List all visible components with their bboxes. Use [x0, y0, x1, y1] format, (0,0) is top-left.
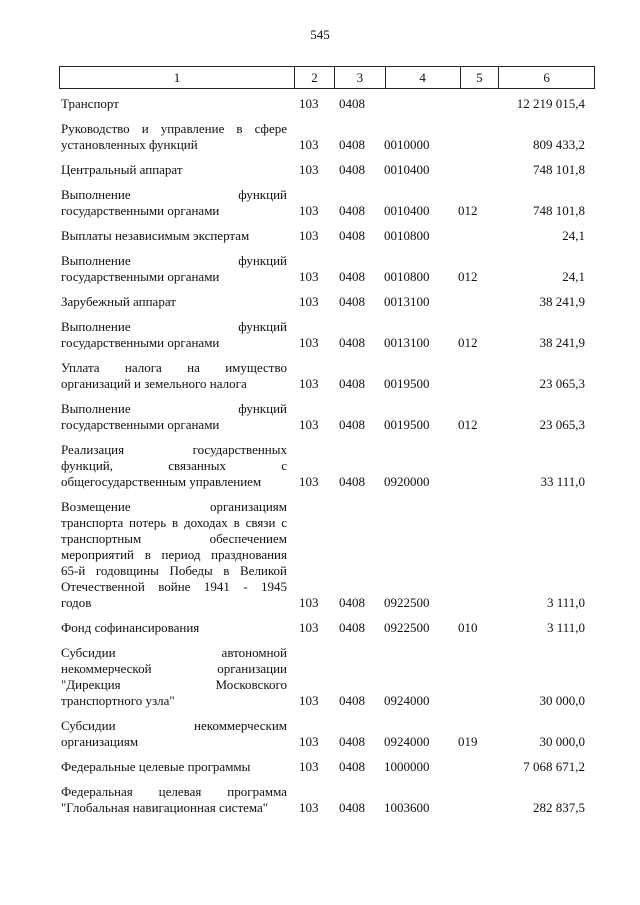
target-article-code: 0010400 — [384, 203, 430, 218]
expense-type-code: 012 — [458, 335, 478, 350]
description-line: "Дирекция Московского — [61, 677, 287, 692]
table-row — [61, 442, 591, 490]
row-description — [61, 360, 291, 392]
description-line: государственными органами — [61, 203, 220, 218]
amount: 3 111,0 — [546, 595, 585, 610]
description-line: установленных функций — [61, 137, 198, 152]
description-line: Федеральные целевые программы — [61, 759, 251, 774]
description-line: Руководство и управление в сфере — [61, 121, 287, 136]
target-article-code: 0920000 — [384, 474, 430, 489]
table-row — [61, 187, 591, 219]
subsection-code: 0408 — [339, 595, 365, 610]
subsection-code: 0408 — [339, 96, 365, 111]
amount: 3 111,0 — [546, 620, 585, 635]
section-code: 103 — [299, 759, 319, 774]
section-code: 103 — [299, 96, 319, 111]
amount: 748 101,8 — [533, 162, 585, 177]
amount: 7 068 671,2 — [523, 759, 585, 774]
target-article-code: 1003600 — [384, 800, 430, 815]
section-code: 103 — [299, 335, 319, 350]
target-article-code: 0010000 — [384, 137, 430, 152]
description-line: Отечественной войне 1941 - 1945 — [61, 579, 287, 594]
table-row — [61, 499, 591, 611]
target-article-code: 0019500 — [384, 417, 430, 432]
section-code: 103 — [299, 595, 319, 610]
description-line: Выполнение функций — [61, 319, 287, 334]
section-code: 103 — [299, 269, 319, 284]
header-col-6: 6 — [543, 70, 550, 85]
table-row — [61, 645, 591, 709]
description-line: Центральный аппарат — [61, 162, 183, 177]
target-article-code: 0013100 — [384, 335, 430, 350]
target-article-code: 0019500 — [384, 376, 430, 391]
description-line: Уплата налога на имущество — [61, 360, 287, 375]
amount: 30 000,0 — [539, 734, 585, 749]
amount: 38 241,9 — [539, 294, 585, 309]
subsection-code: 0408 — [339, 759, 365, 774]
section-code: 103 — [299, 474, 319, 489]
table-row — [61, 121, 591, 153]
table-row — [61, 96, 591, 112]
description-line: Возмещение организациям — [61, 499, 287, 514]
table-row — [61, 253, 591, 285]
description-line: Зарубежный аппарат — [61, 294, 176, 309]
description-line: годов — [61, 595, 92, 610]
description-line: транспортным обеспечением — [61, 531, 287, 546]
subsection-code: 0408 — [339, 376, 365, 391]
section-code: 103 — [299, 620, 319, 635]
subsection-code: 0408 — [339, 800, 365, 815]
subsection-code: 0408 — [339, 335, 365, 350]
description-line: общегосударственным управлением — [61, 474, 262, 489]
description-line: Транспорт — [61, 96, 119, 111]
row-description — [61, 401, 291, 433]
table-row — [61, 718, 591, 750]
section-code: 103 — [299, 137, 319, 152]
expense-type-code: 012 — [458, 269, 478, 284]
table-header — [59, 66, 595, 89]
description-line: Реализация государственных — [61, 442, 287, 457]
description-line: государственными органами — [61, 335, 220, 350]
row-description — [61, 718, 291, 750]
amount: 23 065,3 — [539, 376, 585, 391]
subsection-code: 0408 — [339, 162, 365, 177]
description-line: 65-й годовщины Победы в Великой — [61, 563, 287, 578]
section-code: 103 — [299, 162, 319, 177]
row-description — [61, 187, 291, 219]
target-article-code: 0010800 — [384, 269, 430, 284]
section-code: 103 — [299, 376, 319, 391]
row-description — [61, 499, 291, 611]
section-code: 103 — [299, 800, 319, 815]
target-article-code: 0010400 — [384, 162, 430, 177]
amount: 12 219 015,4 — [516, 96, 585, 111]
section-code: 103 — [299, 693, 319, 708]
section-code: 103 — [299, 228, 319, 243]
subsection-code: 0408 — [339, 417, 365, 432]
amount: 809 433,2 — [533, 137, 585, 152]
description-line: транспортного узла" — [61, 693, 175, 708]
section-code: 103 — [299, 294, 319, 309]
description-line: Выполнение функций — [61, 253, 287, 268]
description-line: Выполнение функций — [61, 401, 287, 416]
table-row — [61, 228, 591, 244]
amount: 748 101,8 — [533, 203, 585, 218]
page-number: 545 — [310, 27, 330, 42]
target-article-code: 1000000 — [384, 759, 430, 774]
table-row — [61, 784, 591, 816]
expense-type-code: 019 — [458, 734, 478, 749]
amount: 23 065,3 — [539, 417, 585, 432]
row-description — [61, 319, 291, 351]
description-line: Выплаты независимым экспертам — [61, 228, 250, 243]
expense-type-code: 012 — [458, 417, 478, 432]
amount: 30 000,0 — [539, 693, 585, 708]
description-line: государственными органами — [61, 417, 220, 432]
header-col-4: 4 — [386, 67, 461, 88]
table-body — [61, 96, 591, 825]
table-row — [61, 620, 591, 636]
section-code: 103 — [299, 734, 319, 749]
expense-type-code: 012 — [458, 203, 478, 218]
description-line: функций, связанных с — [61, 458, 287, 473]
row-description — [61, 253, 291, 285]
description-line: Фонд софинансирования — [61, 620, 200, 635]
target-article-code: 0922500 — [384, 620, 430, 635]
target-article-code: 0922500 — [384, 595, 430, 610]
amount: 33 111,0 — [540, 474, 585, 489]
description-line: Федеральная целевая программа — [61, 784, 287, 799]
row-description — [61, 294, 291, 310]
description-line: организациям — [61, 734, 139, 749]
description-line: некоммерческой организации — [61, 661, 287, 676]
header-col-2: 2 — [295, 67, 335, 88]
description-line: Выполнение функций — [61, 187, 287, 202]
description-line: транспорта потерь в доходах в связи с — [61, 515, 287, 530]
row-description — [61, 121, 291, 153]
section-code: 103 — [299, 417, 319, 432]
subsection-code: 0408 — [339, 474, 365, 489]
table-row — [61, 360, 591, 392]
description-line: государственными органами — [61, 269, 220, 284]
subsection-code: 0408 — [339, 269, 365, 284]
table-row — [61, 759, 591, 775]
header-col-5: 5 — [461, 67, 500, 88]
description-line: Субсидии автономной — [61, 645, 287, 660]
row-description — [61, 620, 291, 636]
table-row — [61, 294, 591, 310]
description-line: мероприятий в период празднования — [61, 547, 287, 562]
amount: 24,1 — [562, 228, 585, 243]
subsection-code: 0408 — [339, 228, 365, 243]
description-line: организаций и земельного налога — [61, 376, 247, 391]
table-row — [61, 162, 591, 178]
amount: 282 837,5 — [533, 800, 585, 815]
subsection-code: 0408 — [339, 693, 365, 708]
target-article-code: 0010800 — [384, 228, 430, 243]
subsection-code: 0408 — [339, 137, 365, 152]
row-description — [61, 645, 291, 709]
amount: 38 241,9 — [539, 335, 585, 350]
section-code: 103 — [299, 203, 319, 218]
description-line: Субсидии некоммерческим — [61, 718, 287, 733]
target-article-code: 0013100 — [384, 294, 430, 309]
row-description — [61, 228, 291, 244]
table-row — [61, 401, 591, 433]
target-article-code: 0924000 — [384, 693, 430, 708]
expense-type-code: 010 — [458, 620, 478, 635]
row-description — [61, 162, 291, 178]
table-row — [61, 319, 591, 351]
subsection-code: 0408 — [339, 294, 365, 309]
row-description — [61, 96, 291, 112]
subsection-code: 0408 — [339, 734, 365, 749]
row-description — [61, 442, 291, 490]
subsection-code: 0408 — [339, 203, 365, 218]
row-description — [61, 784, 291, 816]
target-article-code: 0924000 — [384, 734, 430, 749]
amount: 24,1 — [562, 269, 585, 284]
subsection-code: 0408 — [339, 620, 365, 635]
description-line: "Глобальная навигационная система" — [61, 800, 269, 815]
row-description — [61, 759, 291, 775]
header-col-3: 3 — [335, 67, 386, 88]
header-col-1: 1 — [60, 67, 295, 88]
